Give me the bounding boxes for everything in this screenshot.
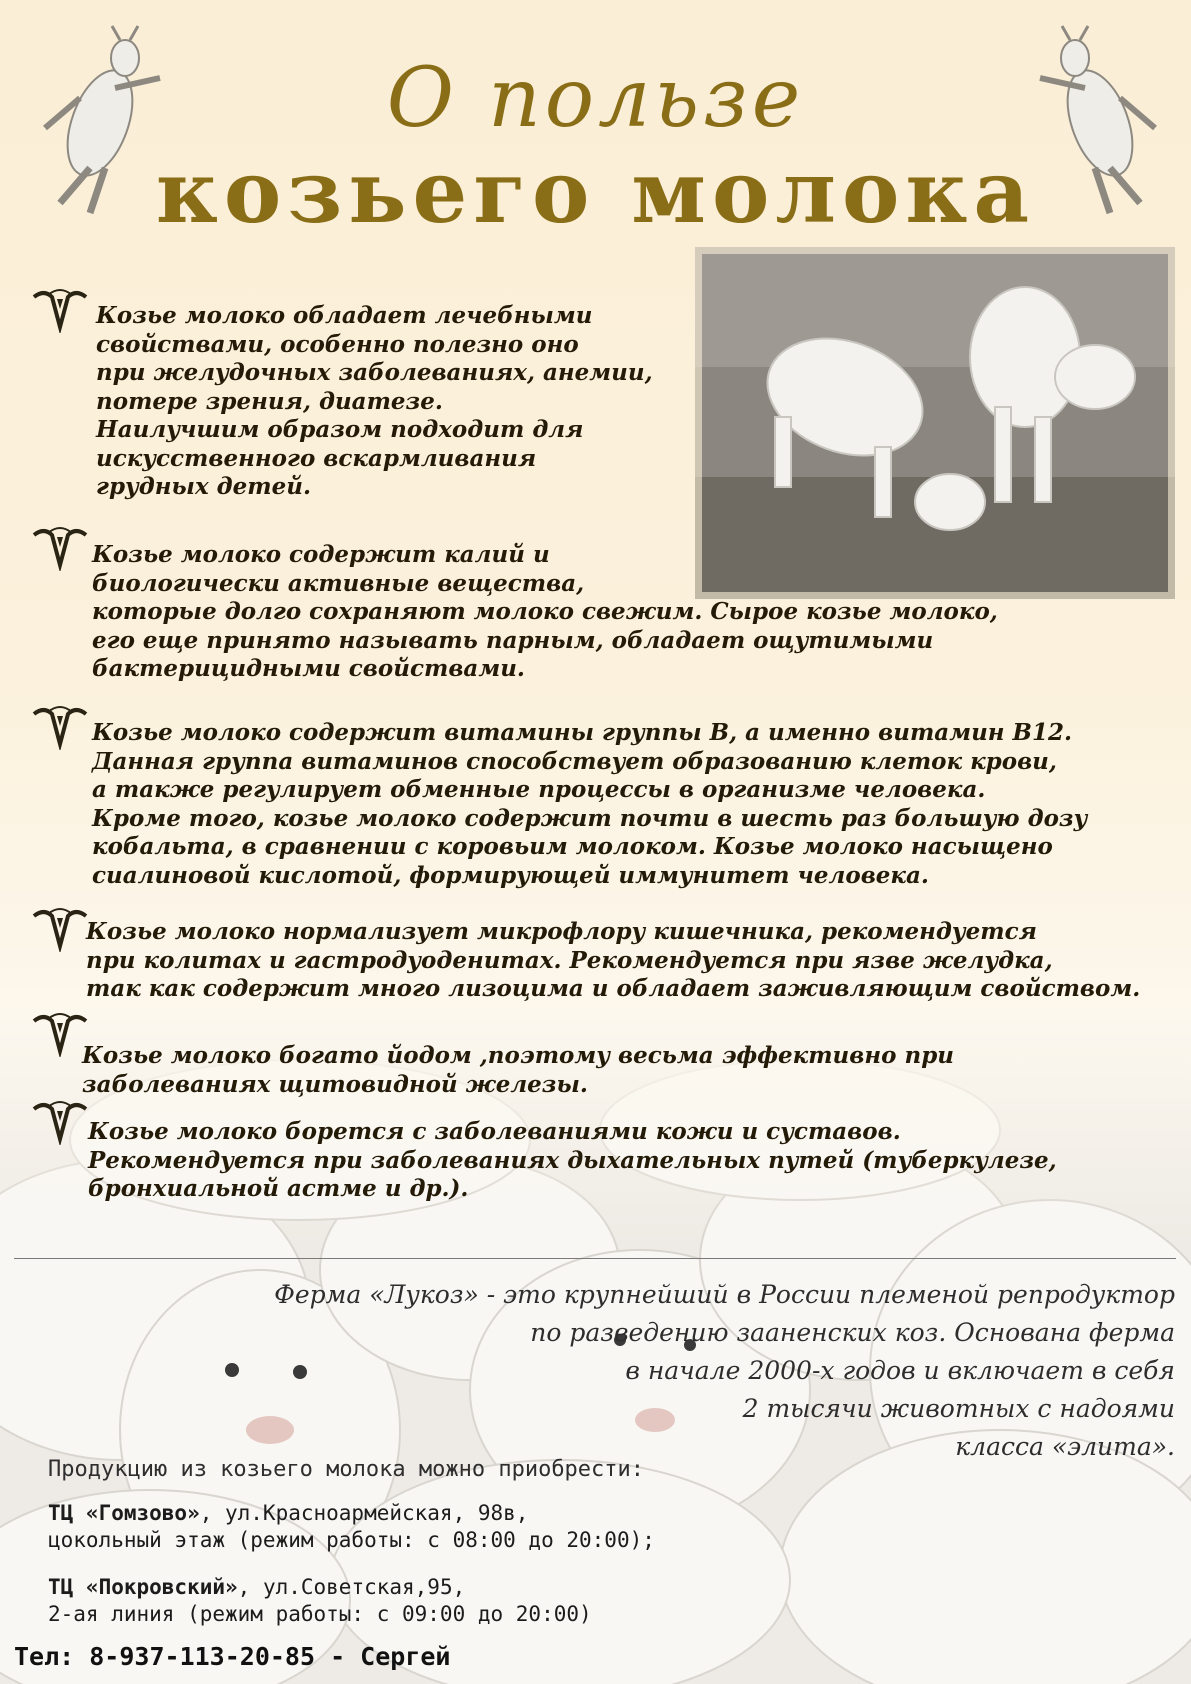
farm-info-line: по разведению зааненских коз. Основана ферма — [530, 1318, 1175, 1347]
benefit-paragraph — [82, 1042, 954, 1099]
benefit-line: кобальта, в сравнении с коровьим молоком. Козье молоко насыщено — [92, 833, 1053, 860]
benefit-line: грудных детей. — [96, 473, 311, 500]
benefit-paragraph — [86, 918, 1140, 1004]
benefit-paragraph — [92, 719, 1087, 890]
benefit-line: Рекомендуется при заболеваниях дыхательных путей (туберкулезе, — [88, 1146, 1057, 1174]
farm-info-line: в начале 2000-х годов и включает в себя — [625, 1356, 1175, 1385]
store-pokrovsky — [48, 1574, 592, 1628]
benefit-paragraph — [92, 541, 998, 684]
benefit-line: Козье молоко содержит калий и — [92, 541, 550, 568]
goat-head-bullet-icon — [30, 1007, 90, 1057]
benefit-paragraph — [88, 1118, 1057, 1204]
benefit-line: Козье молоко нормализует микрофлору кишечника, рекомендуется — [86, 918, 1037, 945]
farm-info-line: Ферма «Лукоз» - это крупнейший в России племеной репродуктор — [274, 1280, 1175, 1309]
benefit-line: искусственного вскармливания — [96, 444, 537, 472]
benefit-line: бронхиальной астме и др.). — [88, 1175, 469, 1202]
store-address: , ул.Советская,95, — [237, 1575, 466, 1599]
benefit-line: так как содержит много лизоцима и обладает заживляющим свойством. — [86, 975, 1141, 1002]
benefit-line: потере зрения, диатезе. — [96, 387, 443, 415]
benefit-line: его еще принято называть парным, обладает ощутимыми — [92, 626, 934, 654]
benefit-line: Козье молоко содержит витамины группы В, а именно витамин В12. — [92, 719, 1073, 746]
benefit-line: Козье молоко борется с заболеваниями кожи и суставов. — [88, 1118, 901, 1145]
store-name: ТЦ «Покровский» — [48, 1575, 238, 1599]
benefit-line: Козье молоко богато йодом ,поэтому весьма эффективно при — [82, 1042, 955, 1069]
goat-head-bullet-icon — [30, 283, 90, 333]
benefit-line: сиалиновой кислотой, формирующей иммунитет человека. — [92, 861, 929, 889]
benefit-line: Кроме того, козье молоко содержит почти в шесть раз большую дозу — [92, 804, 1088, 832]
store-address: , ул.Красноармейская, 98в, — [199, 1501, 529, 1525]
benefit-paragraph — [96, 302, 653, 502]
store-details: 2-ая линия (режим работы: с 09:00 до 20:00) — [48, 1602, 592, 1626]
benefit-line: а также регулирует обменные процессы в организме человека. — [92, 776, 986, 803]
benefit-line: при колитах и гастродуоденитах. Рекомендуется при язве желудка, — [86, 946, 1053, 974]
divider-line — [14, 1258, 1176, 1259]
purchase-intro: Продукцию из козьего молока можно приобрести: — [48, 1457, 645, 1482]
benefit-line: Наилучшим образом подходит для — [96, 416, 584, 443]
benefit-line: при желудочных заболеваниях, анемии, — [96, 359, 653, 386]
title-line-2: козьего молока — [155, 142, 1036, 243]
goat-head-bullet-icon — [30, 521, 90, 571]
benefit-line: Козье молоко обладает лечебными — [96, 302, 593, 329]
store-details: цокольный этаж (режим работы: с 08:00 до 20:00); — [48, 1528, 655, 1552]
goat-head-bullet-icon — [30, 902, 90, 952]
farm-info — [274, 1276, 1175, 1466]
contact-phone: Тел: 8-937-113-20-85 - Сергей — [14, 1642, 451, 1671]
benefit-line: Данная группа витаминов способствует образованию клеток крови, — [92, 747, 1057, 775]
goat-head-bullet-icon — [30, 700, 90, 750]
benefit-line: которые долго сохраняют молоко свежим. Сырое козье молоко, — [92, 598, 998, 625]
benefit-line: свойствами, особенно полезно оно — [96, 330, 579, 358]
store-name: ТЦ «Гомзово» — [48, 1501, 200, 1525]
farm-info-line: 2 тысячи животных с надоями — [742, 1394, 1175, 1423]
benefit-line: биологически активные вещества, — [92, 569, 585, 597]
goat-head-bullet-icon — [30, 1095, 90, 1145]
title-line-1: О пользе — [386, 51, 805, 146]
farm-info-line: класса «элита». — [955, 1432, 1175, 1461]
benefit-line: заболеваниях щитовидной железы. — [82, 1070, 588, 1098]
benefit-line: бактерицидными свойствами. — [92, 655, 525, 682]
store-gomzovo — [48, 1500, 655, 1554]
